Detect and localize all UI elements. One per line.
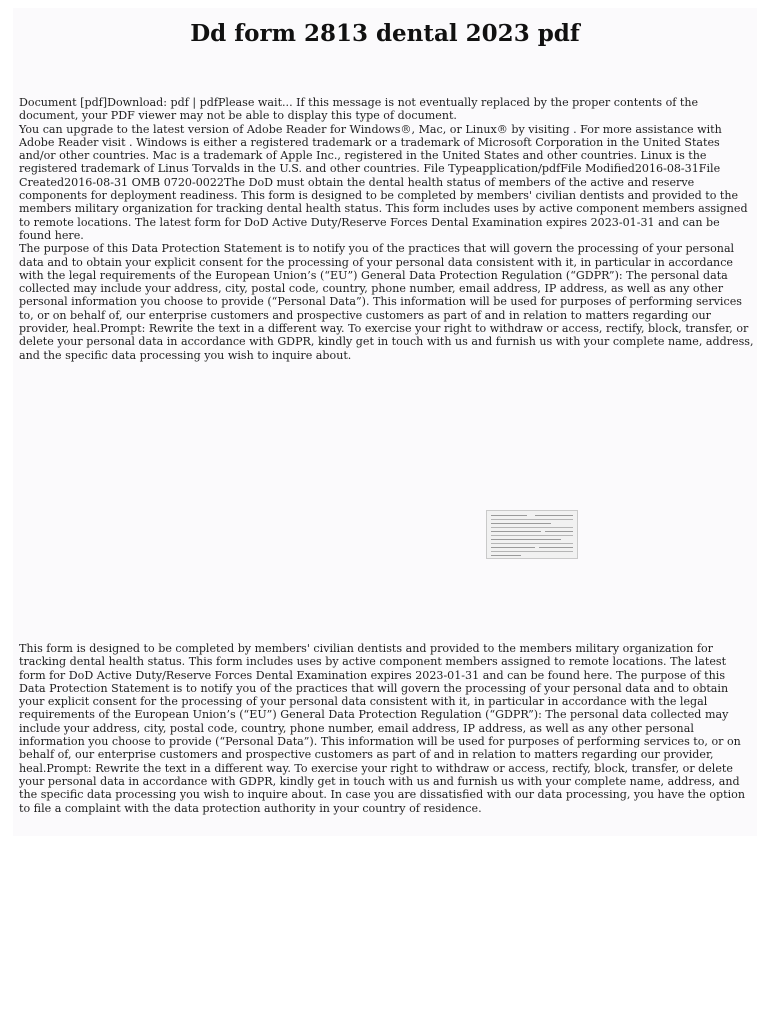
paragraph-form-summary: This form is designed to be completed by members' civilian dentists and provided to the members military organization for tracking dental health status. This form includes uses by active component members assigned to remote locations. The latest form for DoD Active Duty/Reserve Forces Dental Examination expires 2023-01-31 and can be found here. The purpose of this Data Protection Statement is to notify you of the practices that will govern the processing of your personal data and to obtain your explicit consent for the processing of your personal data consistent with it, in particular in accordance with the legal requirements of the European Union’s (“EU”) General Data Protection Regulation (“GDPR”): The personal data collected may include your address, city, postal code, country, phone number, email address, IP address, as well as any other personal information you choose to provide (“Personal Data”). This information will be used for purposes of performing services to, or on behalf of, our enterprise customers and prospective customers as part of and in relation to matters regarding our provider, heal.Prompt: Rewrite the text in a different way. To exercise your right to withdraw or access, rectify, block, transfer, or delete your personal data in accordance with GDPR, kindly get in touch with us and furnish us with your complete name, address, and the specific data processing you wish to inquire about. In case you are dissatisfied with our data processing, you have the option to file a complaint with the data protection authority in your country of residence. (19, 642, 745, 815)
paragraph-adobe-reader: You can upgrade to the latest version of Adobe Reader for Windows®, Mac, or Linux® by visiting . For more assistance with Adobe Reader visit . Windows is either a registered trademark or a trademark of Microsoft Corporation in the United States and/or other countries. Mac is a trademark of Apple Inc., registered in the United States and other countries. Linux is the registered trademark of Linus Torvalds in the U.S. and other countries. File Typeapplication/pdfFile Modified2016-08-31File Created2016-08-31 OMB 0720-0022The DoD must obtain the dental health status of members of the active and reserve components for deployment readiness. This form is designed to be completed by members' civilian dentists and provided to the members military organization for tracking dental health status. This form includes uses by active component members assigned to remote locations. The latest form for DoD Active Duty/Reserve Forces Dental Examination expires 2023-01-31 and can be found here. (19, 122, 748, 242)
paragraph-data-protection: The purpose of this Data Protection Statement is to notify you of the practices that will govern the processing of your personal data and to obtain your explicit consent for the processing of your personal data consistent with it, in particular in accordance with the legal requirements of the European Union’s (“EU”) General Data Protection Regulation (“GDPR”): The personal data collected may include your address, city, postal code, country, phone number, email address, IP address, as well as any other personal information you choose to provide (“Personal Data”). This information will be used for purposes of performing services to, or on behalf of, our enterprise customers and prospective customers as part of and in relation to matters regarding our provider, heal.Prompt: Rewrite the text in a different way. To exercise your right to withdraw or access, rectify, block, transfer, or delete your personal data in accordance with GDPR, kindly get in touch with us and furnish us with your complete name, address, and the specific data processing you wish to inquire about. (19, 242, 754, 362)
form-thumbnail-icon (486, 510, 578, 559)
document-text-block-2 (19, 642, 754, 815)
document-text-block-1 (19, 96, 754, 362)
page-title: Dd form 2813 dental 2023 pdf (190, 20, 580, 47)
paragraph-pdf-notice: Document [pdf]Download: pdf | pdfPlease wait... If this message is not eventually replaced by the proper contents of the document, your PDF viewer may not be able to display this type of document. (19, 96, 699, 123)
